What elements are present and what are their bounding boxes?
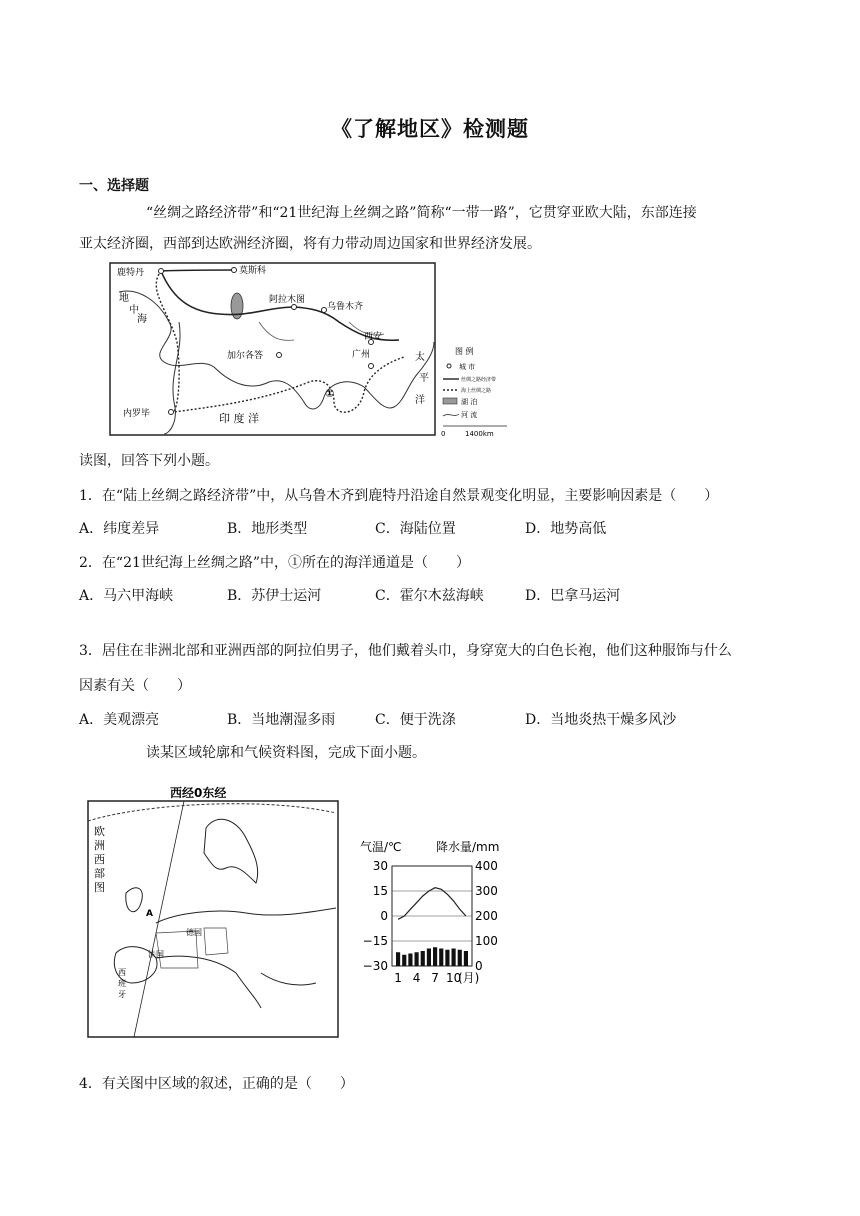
spain-label-1: 西 xyxy=(118,968,126,977)
city-urumqi xyxy=(322,308,327,313)
precip-bar xyxy=(452,949,456,967)
q3-option-a[interactable]: A．美观漂亮 xyxy=(79,712,160,728)
map2-frame xyxy=(88,801,338,1037)
question-4: 4．有关图中区域的叙述，正确的是（ ） xyxy=(79,1076,354,1092)
precip-bar xyxy=(458,950,462,966)
precip-tick: 200 xyxy=(475,909,498,923)
sea-med-2: 中 xyxy=(129,305,139,316)
precip-axis-label: 降水量/mm xyxy=(436,840,500,854)
intro-line-2: 亚太经济圈，西部到达欧洲经济圈，将有力带动周边国家和世界经济发展。 xyxy=(79,236,541,252)
sea-pacific-2: 平 xyxy=(419,373,429,384)
precip-tick: 400 xyxy=(475,859,498,873)
section-heading: 一、选择题 xyxy=(79,178,149,194)
precip-bar xyxy=(433,947,437,966)
city-label-kolkata: 加尔各答 xyxy=(227,351,264,361)
map-frame xyxy=(110,263,435,435)
europe-map xyxy=(86,783,342,1041)
read-prompt: 读图，回答下列小题。 xyxy=(79,453,219,469)
q3-option-c[interactable]: C．便于洗涤 xyxy=(375,712,456,728)
side-label-3: 西 xyxy=(94,853,105,866)
q3-option-d[interactable]: D．当地炎热干燥多风沙 xyxy=(525,712,677,728)
question-2: 2．在“21世纪海上丝绸之路”中，①所在的海洋通道是（ ） xyxy=(79,555,471,571)
month-tick: 7 xyxy=(431,971,439,985)
temp-tick: 15 xyxy=(372,884,388,898)
city-label-rotterdam: 鹿特丹 xyxy=(117,268,145,278)
q2-option-b[interactable]: B．苏伊士运河 xyxy=(227,588,322,604)
sea-med-3: 海 xyxy=(137,314,147,325)
temperature-line xyxy=(398,888,466,920)
climate-chart xyxy=(360,838,516,988)
city-kolkata xyxy=(277,353,282,358)
question-3-line-2: 因素有关（ ） xyxy=(79,678,191,694)
precip-bar xyxy=(402,955,406,966)
legend-river: 河 流 xyxy=(461,411,478,419)
precip-bar xyxy=(408,954,412,967)
sea-indian: 印 度 洋 xyxy=(219,412,259,425)
france-label: 法国 xyxy=(148,950,164,959)
location-marker: A xyxy=(146,909,153,919)
legend-lake: 湖 泊 xyxy=(461,398,478,406)
precip-bar xyxy=(427,949,431,967)
city-label-nairobi: 内罗毕 xyxy=(123,409,151,419)
q2-option-d[interactable]: D．巴拿马运河 xyxy=(525,588,621,604)
question-1: 1．在“陆上丝绸之路经济带”中，从乌鲁木齐到鹿特丹沿途自然景观变化明显，主要影响因素是（ ） xyxy=(79,488,719,504)
side-label-5: 图 xyxy=(94,881,105,894)
legend-city-symbol xyxy=(447,364,451,368)
month-unit: (月) xyxy=(458,971,480,985)
belt-road-map xyxy=(109,262,513,442)
question-3-options xyxy=(79,709,779,729)
side-label-1: 欧 xyxy=(94,825,105,838)
sea-med-1: 地 xyxy=(119,293,129,304)
city-label-guangzhou: 广州 xyxy=(352,350,371,360)
month-tick: 10 xyxy=(445,971,462,985)
page-title: 《了解地区》检测题 xyxy=(331,117,529,141)
meridian-label: 西经0东经 xyxy=(170,786,227,800)
spain-label-3: 牙 xyxy=(118,990,126,999)
precip-bar xyxy=(439,949,443,967)
read-prompt-2: 读某区域轮廓和气候资料图，完成下面小题。 xyxy=(146,745,426,761)
city-guangzhou xyxy=(369,364,374,369)
question-3-line-1: 3．居住在非洲北部和亚洲西部的阿拉伯男子，他们戴着头巾，身穿宽大的白色长袍，他们这种服饰与什么 xyxy=(79,643,732,659)
month-tick: 1 xyxy=(394,971,402,985)
q1-option-d[interactable]: D．地势高低 xyxy=(525,521,607,537)
q1-option-c[interactable]: C．海陆位置 xyxy=(375,521,456,537)
legend-land-route: 丝绸之路经济带 xyxy=(461,377,497,383)
strait-marker: ① xyxy=(325,387,335,400)
legend-title: 图 例 xyxy=(455,347,474,356)
question-2-options xyxy=(79,585,779,605)
temp-tick: −15 xyxy=(362,934,388,948)
month-tick: 4 xyxy=(412,971,421,985)
sea-pacific-1: 太 xyxy=(415,352,425,363)
side-label-2: 洲 xyxy=(94,839,105,852)
precip-tick: 300 xyxy=(475,884,498,898)
legend-lake-symbol xyxy=(443,398,457,404)
city-almaty xyxy=(292,305,297,310)
question-1-options xyxy=(79,518,779,538)
temp-axis-label: 气温/℃ xyxy=(360,840,402,854)
q1-option-a[interactable]: A．纬度差异 xyxy=(79,521,160,537)
sea-pacific-3: 洋 xyxy=(415,395,425,406)
city-label-almaty: 阿拉木图 xyxy=(269,295,306,305)
spain-label-2: 班 xyxy=(118,979,126,988)
precip-bar xyxy=(396,952,400,966)
legend-scale-zero: 0 xyxy=(441,430,446,438)
side-label-4: 部 xyxy=(94,867,105,880)
temp-tick: −30 xyxy=(362,959,388,973)
precip-bar xyxy=(445,950,449,966)
temp-tick: 30 xyxy=(372,859,388,873)
germany-label: 德国 xyxy=(186,928,202,937)
q2-option-a[interactable]: A．马六甲海峡 xyxy=(79,588,174,604)
q3-option-b[interactable]: B．当地潮湿多雨 xyxy=(227,712,336,728)
precip-tick: 100 xyxy=(475,934,498,948)
precip-bar xyxy=(421,951,425,966)
city-nairobi xyxy=(169,410,174,415)
city-label-xian: 西安 xyxy=(364,332,383,342)
q1-option-b[interactable]: B．地形类型 xyxy=(227,521,308,537)
legend-scale-value: 1400km xyxy=(465,430,494,438)
precip-bar xyxy=(464,951,468,966)
intro-line-1: “丝绸之路经济带”和“21世纪海上丝绸之路”简称“一带一路”，它贯穿亚欧大陆，东部连接 xyxy=(146,205,697,221)
city-label-moscow: 莫斯科 xyxy=(239,266,267,276)
q2-option-c[interactable]: C．霍尔木兹海峡 xyxy=(375,588,484,604)
legend-sea-route: 海上丝绸之路 xyxy=(461,388,492,394)
precip-tick: 0 xyxy=(475,959,483,973)
legend-river-symbol xyxy=(443,414,459,416)
city-label-urumqi: 乌鲁木齐 xyxy=(327,302,364,312)
city-rotterdam xyxy=(159,269,164,274)
temp-tick: 0 xyxy=(380,909,388,923)
city-moscow xyxy=(232,268,237,273)
precip-bar xyxy=(415,952,419,966)
legend-city: 城 市 xyxy=(459,363,476,371)
